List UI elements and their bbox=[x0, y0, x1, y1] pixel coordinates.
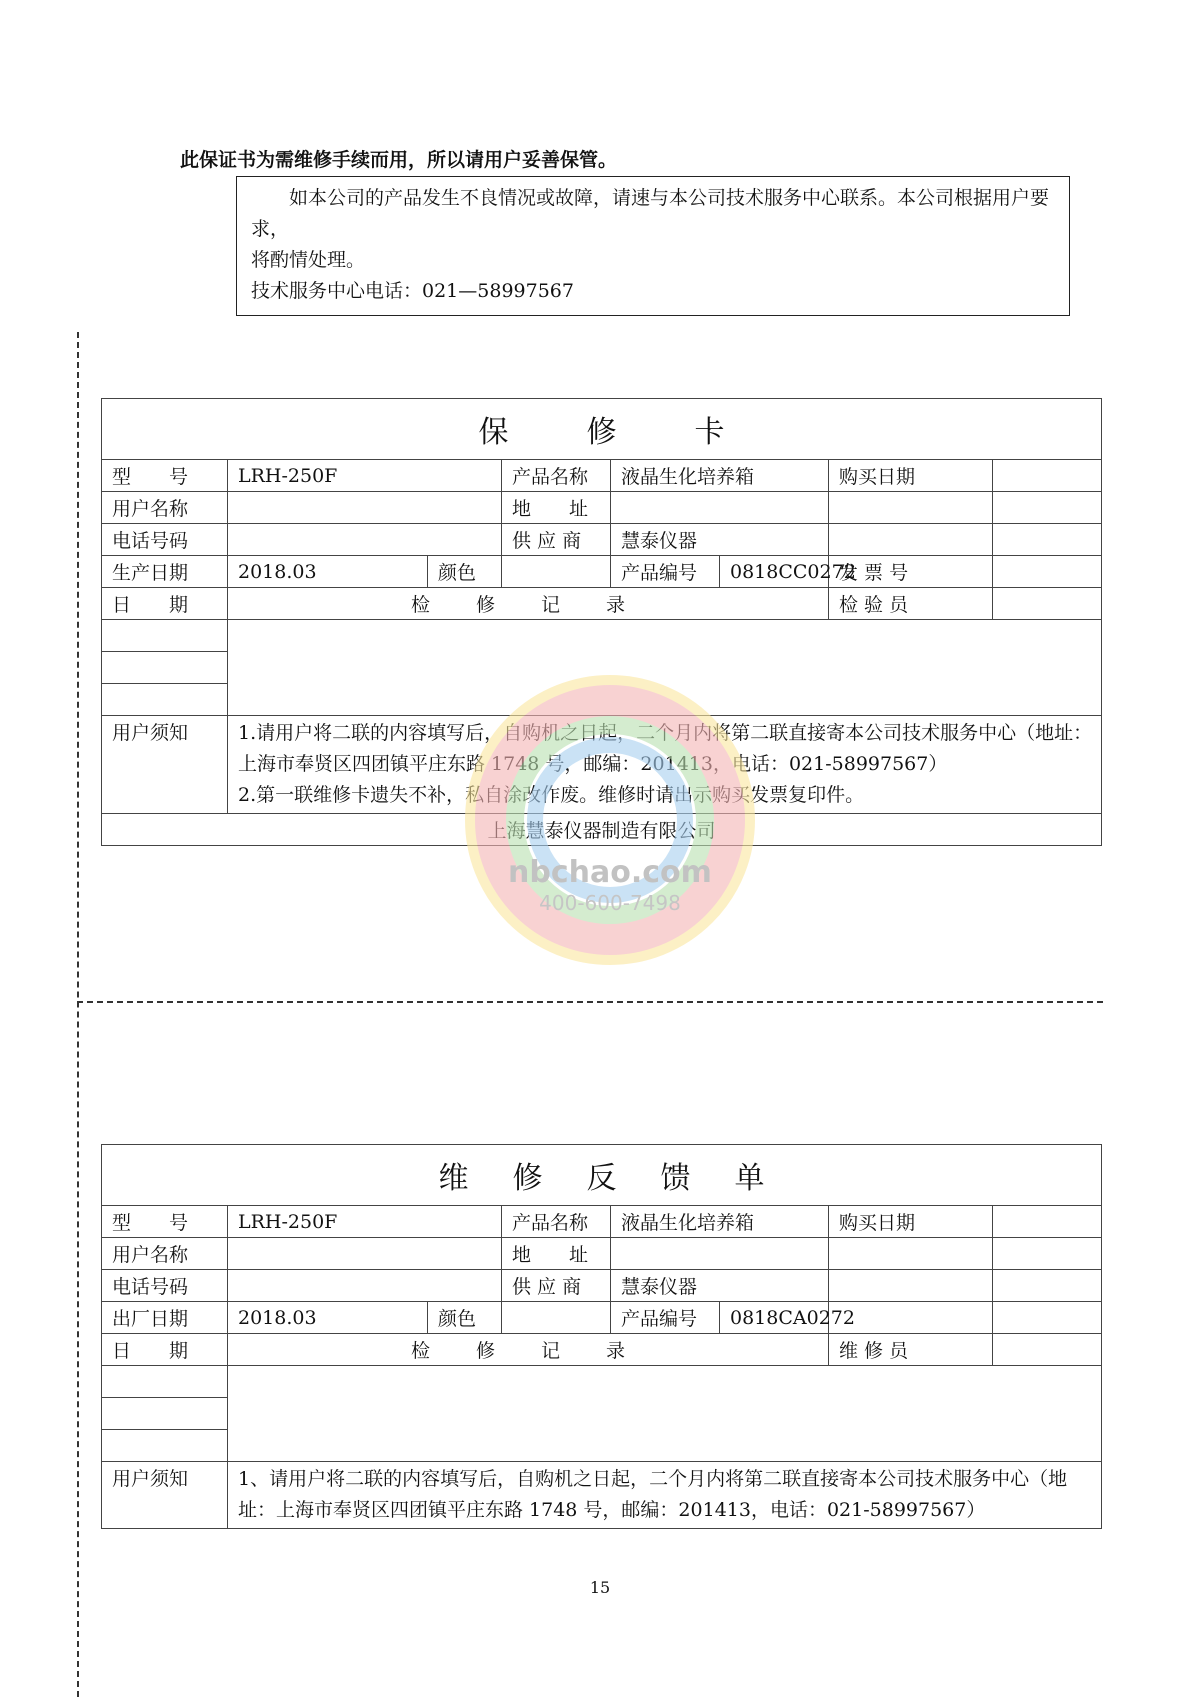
record-area[interactable] bbox=[228, 1366, 1102, 1462]
supplier-value: 慧泰仪器 bbox=[611, 1270, 829, 1302]
user-name-label: 用户名称 bbox=[102, 1238, 228, 1270]
purchase-date-label: 购买日期 bbox=[829, 1206, 993, 1238]
color-label: 颜色 bbox=[428, 1302, 502, 1334]
product-name-label: 产品名称 bbox=[502, 460, 611, 492]
factory-date-label: 出厂日期 bbox=[102, 1302, 228, 1334]
phone-field[interactable] bbox=[228, 524, 502, 556]
product-name-value: 液晶生化培养箱 bbox=[611, 460, 829, 492]
date-entry-3[interactable] bbox=[102, 1430, 228, 1462]
color-field[interactable] bbox=[502, 556, 611, 588]
page-number: 15 bbox=[589, 1578, 611, 1597]
watermark-phone: 400-600-7498 bbox=[539, 891, 681, 915]
purchase-date-field[interactable] bbox=[993, 1206, 1102, 1238]
notice-box bbox=[236, 176, 1070, 316]
notice-line-3: 技术服务中心电话：021—58997567 bbox=[251, 280, 574, 302]
address-field[interactable] bbox=[611, 492, 829, 524]
color-field[interactable] bbox=[502, 1302, 611, 1334]
watermark-brand: nbchao.com bbox=[508, 855, 712, 890]
empty-cell bbox=[993, 524, 1102, 556]
prod-date-label: 生产日期 bbox=[102, 556, 228, 588]
date-entry-3[interactable] bbox=[102, 684, 228, 716]
user-name-field[interactable] bbox=[228, 492, 502, 524]
model-value: LRH-250F bbox=[228, 1206, 502, 1238]
repair-feedback-form bbox=[101, 1144, 1102, 1529]
notes-text: 1.请用户将二联的内容填写后，自购机之日起，二个月内将第二联直接寄本公司技术服务中心（地址：上海市奉贤区四团镇平庄东路 1748 号，邮编：201413，电话：021-58997567） 2.第一联维修卡遗失不补，私自涂改作废。维修时请出示购买发票复印件。 bbox=[228, 716, 1102, 814]
address-label: 地 址 bbox=[502, 492, 611, 524]
address-field[interactable] bbox=[611, 1238, 829, 1270]
phone-field[interactable] bbox=[228, 1270, 502, 1302]
date-entry-1[interactable] bbox=[102, 620, 228, 652]
date-label: 日 期 bbox=[102, 1334, 228, 1366]
prod-date-value: 2018.03 bbox=[228, 556, 428, 588]
product-name-label: 产品名称 bbox=[502, 1206, 611, 1238]
notes-text: 1、请用户将二联的内容填写后，自购机之日起，二个月内将第二联直接寄本公司技术服务中心（地址：上海市奉贤区四团镇平庄东路 1748 号，邮编：201413，电话：021-58997567） bbox=[228, 1462, 1102, 1529]
notice-title: 此保证书为需维修手续而用，所以请用户妥善保管。 bbox=[180, 149, 618, 171]
empty-cell bbox=[829, 524, 993, 556]
product-name-value: 液晶生化培养箱 bbox=[611, 1206, 829, 1238]
record-label: 检 修 记 录 bbox=[228, 588, 829, 620]
supplier-value: 慧泰仪器 bbox=[611, 524, 829, 556]
notes-label: 用户须知 bbox=[102, 1462, 228, 1529]
invoice-field[interactable] bbox=[993, 556, 1102, 588]
empty-cell bbox=[829, 1238, 993, 1270]
address-label: 地 址 bbox=[502, 1238, 611, 1270]
serial-label: 产品编号 bbox=[611, 1302, 720, 1334]
repairer-field[interactable] bbox=[993, 1334, 1102, 1366]
purchase-date-field[interactable] bbox=[993, 460, 1102, 492]
record-label: 检 修 记 录 bbox=[228, 1334, 829, 1366]
date-label: 日 期 bbox=[102, 588, 228, 620]
feedback-form-title: 维 修 反 馈 单 bbox=[102, 1145, 1102, 1206]
phone-label: 电话号码 bbox=[102, 1270, 228, 1302]
empty-cell bbox=[993, 492, 1102, 524]
empty-cell bbox=[993, 1270, 1102, 1302]
color-label: 颜色 bbox=[428, 556, 502, 588]
model-label: 型 号 bbox=[102, 1206, 228, 1238]
purchase-date-label: 购买日期 bbox=[829, 460, 993, 492]
phone-label: 电话号码 bbox=[102, 524, 228, 556]
inspector-field[interactable] bbox=[993, 588, 1102, 620]
company-name: 上海慧泰仪器制造有限公司 bbox=[102, 814, 1102, 846]
user-name-field[interactable] bbox=[228, 1238, 502, 1270]
factory-date-value: 2018.03 bbox=[228, 1302, 428, 1334]
date-entry-2[interactable] bbox=[102, 1398, 228, 1430]
serial-value: 0818CC0272 bbox=[720, 556, 829, 588]
vertical-cut-line bbox=[77, 332, 79, 1697]
model-value: LRH-250F bbox=[228, 460, 502, 492]
warranty-card-title: 保 修 卡 bbox=[102, 399, 1102, 460]
empty-cell bbox=[993, 1302, 1102, 1334]
invoice-label: 发 票 号 bbox=[829, 556, 993, 588]
date-entry-2[interactable] bbox=[102, 652, 228, 684]
notice-line-2: 将酌情处理。 bbox=[251, 249, 366, 271]
notice-line-1: 如本公司的产品发生不良情况或故障，请速与本公司技术服务中心联系。本公司根据用户要求， bbox=[251, 187, 1050, 240]
serial-label: 产品编号 bbox=[611, 556, 720, 588]
repairer-label: 维 修 员 bbox=[829, 1334, 993, 1366]
empty-cell bbox=[829, 492, 993, 524]
serial-value: 0818CA0272 bbox=[720, 1302, 829, 1334]
empty-cell bbox=[829, 1270, 993, 1302]
supplier-label: 供 应 商 bbox=[502, 1270, 611, 1302]
supplier-label: 供 应 商 bbox=[502, 524, 611, 556]
model-label: 型 号 bbox=[102, 460, 228, 492]
inspector-label: 检 验 员 bbox=[829, 588, 993, 620]
date-entry-1[interactable] bbox=[102, 1366, 228, 1398]
notes-label: 用户须知 bbox=[102, 716, 228, 814]
watermark-logo bbox=[440, 650, 780, 1050]
empty-cell bbox=[993, 1238, 1102, 1270]
user-name-label: 用户名称 bbox=[102, 492, 228, 524]
